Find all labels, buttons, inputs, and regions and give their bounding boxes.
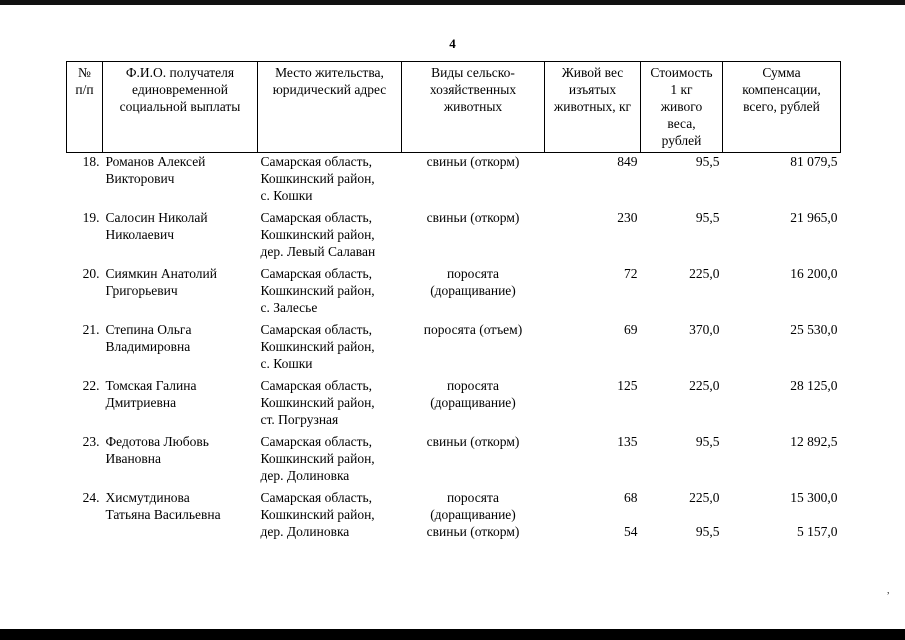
live-weight-line: 54 [624, 524, 638, 539]
live-weight [545, 265, 641, 321]
recipient-name-line: Татьяна Васильевна [105, 507, 221, 522]
recipient-name-line: Владимировна [105, 339, 191, 354]
compensation-sum-line: 12 892,5 [790, 434, 838, 449]
recipient-address [258, 433, 402, 489]
scan-top-border [0, 0, 905, 5]
recipient-address [258, 153, 402, 210]
live-weight [545, 433, 641, 489]
header-number [67, 62, 103, 153]
live-weight-line: 68 [624, 490, 638, 505]
compensation-sum [723, 265, 841, 321]
table-header-row [67, 62, 841, 153]
header-line: Сумма [762, 65, 801, 80]
recipient-address [258, 489, 402, 543]
live-weight-line: 230 [617, 210, 638, 225]
compensation-table [66, 61, 841, 543]
recipient-address-line: Самарская область, [260, 378, 373, 393]
compensation-sum [723, 321, 841, 377]
header-line: Стоимость [650, 65, 713, 80]
recipient-name-line: Салосин Николай [105, 210, 208, 225]
recipient-address-line: Кошкинский район, [260, 227, 375, 242]
recipient-address-line: Самарская область, [260, 210, 373, 225]
page-number: 4 [449, 36, 456, 51]
animal-type-line: свиньи (откорм) [426, 210, 520, 225]
cost-per-kg [641, 153, 723, 210]
cost-per-kg [641, 321, 723, 377]
recipient-address-line: Кошкинский район, [260, 283, 375, 298]
recipient-address-line: Самарская область, [260, 266, 373, 281]
live-weight [545, 377, 641, 433]
live-weight [545, 489, 641, 543]
animal-type-line: (доращивание) [430, 395, 516, 410]
compensation-sum-line: 16 200,0 [790, 266, 838, 281]
header-line: юридический адрес [272, 82, 387, 97]
animal-type-line: поросята [446, 378, 500, 393]
compensation-sum-line: 28 125,0 [790, 378, 838, 393]
animal-type-line: поросята (отъем) [423, 322, 523, 337]
scan-bottom-border [0, 629, 905, 640]
recipient-address-line: Кошкинский район, [260, 395, 375, 410]
recipient-address-line: Кошкинский район, [260, 339, 375, 354]
recipient-address [258, 265, 402, 321]
recipient-name-line: Хисмутдинова [105, 490, 190, 505]
table-row [67, 209, 841, 265]
recipient-address-line: с. Кошки [260, 188, 313, 203]
compensation-sum-line: 5 157,0 [797, 524, 838, 539]
recipient-name-line: Томская Галина [105, 378, 197, 393]
animal-type [402, 489, 545, 543]
animal-type [402, 153, 545, 210]
recipient-address-line: Самарская область, [260, 322, 373, 337]
cost-per-kg-line: 95,5 [695, 210, 720, 225]
header-recipient-name [103, 62, 258, 153]
header-line: животных, кг [553, 99, 632, 114]
cost-per-kg-line: 225,0 [689, 266, 720, 281]
compensation-sum-line: 15 300,0 [790, 490, 838, 505]
header-line: 1 кг [670, 82, 693, 97]
recipient-address-line: дер. Долиновка [260, 468, 350, 483]
compensation-sum [723, 433, 841, 489]
cost-per-kg-line [644, 506, 720, 523]
live-weight [545, 209, 641, 265]
header-line: Ф.И.О. получателя [125, 65, 235, 80]
header-line: изъятых [568, 82, 617, 97]
row-number: 23. [82, 434, 100, 449]
row-number: 20. [82, 266, 100, 281]
row-number: 22. [82, 378, 100, 393]
animal-type-line: поросята [446, 490, 500, 505]
recipient-address-line: дер. Левый Салаван [260, 244, 376, 259]
row-number: 21. [82, 322, 100, 337]
cost-per-kg [641, 433, 723, 489]
live-weight-line [548, 506, 638, 523]
cost-per-kg-line: 95,5 [695, 524, 720, 539]
cost-per-kg [641, 377, 723, 433]
recipient-name [103, 209, 258, 265]
scan-mark: , [887, 585, 890, 596]
recipient-address [258, 377, 402, 433]
recipient-name-line: Федотова Любовь [105, 434, 209, 449]
compensation-sum-line: 21 965,0 [790, 210, 838, 225]
compensation-sum-line: 25 530,0 [790, 322, 838, 337]
header-animal-types [402, 62, 545, 153]
cost-per-kg-line: 95,5 [695, 434, 720, 449]
recipient-address-line: ст. Погрузная [260, 412, 339, 427]
animal-type [402, 265, 545, 321]
animal-type-line: поросята [446, 266, 500, 281]
recipient-name-line: Николаевич [105, 227, 175, 242]
live-weight-line: 849 [617, 154, 638, 169]
recipient-name-line: Степина Ольга [105, 322, 192, 337]
compensation-sum [723, 489, 841, 543]
recipient-address-line: Самарская область, [260, 154, 373, 169]
recipient-name-line: Ивановна [105, 451, 162, 466]
header-line: Место жительства, [275, 65, 384, 80]
table-row [67, 153, 841, 210]
live-weight-line: 72 [624, 266, 638, 281]
cost-per-kg [641, 489, 723, 543]
recipient-name-line: Сиямкин Анатолий [105, 266, 217, 281]
header-cost-per-kg [641, 62, 723, 153]
animal-type [402, 433, 545, 489]
recipient-name-line: Григорьевич [105, 283, 178, 298]
table-row [67, 433, 841, 489]
recipient-name-line: Викторович [105, 171, 175, 186]
live-weight-line: 135 [617, 434, 638, 449]
table-row [67, 489, 841, 543]
animal-type-line: (доращивание) [430, 283, 516, 298]
row-number: 19. [82, 210, 100, 225]
compensation-sum [723, 377, 841, 433]
animal-type [402, 209, 545, 265]
animal-type-line: свиньи (откорм) [426, 434, 520, 449]
recipient-name [103, 321, 258, 377]
recipient-address [258, 209, 402, 265]
header-line: Виды сельско- [431, 65, 515, 80]
cost-per-kg-line: 225,0 [689, 378, 720, 393]
header-live-weight [545, 62, 641, 153]
recipient-name [103, 265, 258, 321]
live-weight [545, 153, 641, 210]
header-line: веса, [667, 116, 696, 131]
header-line: Живой вес [561, 65, 624, 80]
cost-per-kg-line: 95,5 [695, 154, 720, 169]
header-line: рублей [661, 133, 702, 148]
recipient-name [103, 433, 258, 489]
live-weight [545, 321, 641, 377]
compensation-sum-line [726, 506, 838, 523]
live-weight-line: 69 [624, 322, 638, 337]
table-row [67, 265, 841, 321]
recipient-name [103, 153, 258, 210]
cost-per-kg [641, 265, 723, 321]
cost-per-kg-line: 225,0 [689, 490, 720, 505]
header-line: всего, рублей [743, 99, 820, 114]
recipient-address-line: с. Залесье [260, 300, 318, 315]
header-line: живого [660, 99, 703, 114]
header-line: социальной выплаты [119, 99, 241, 114]
row-number: 24. [82, 490, 100, 505]
recipient-address-line: дер. Долиновка [260, 524, 350, 539]
compensation-sum [723, 209, 841, 265]
header-address [258, 62, 402, 153]
recipient-address-line: Самарская область, [260, 434, 373, 449]
cost-per-kg [641, 209, 723, 265]
header-line: животных [443, 99, 503, 114]
animal-type-line: свиньи (откорм) [426, 524, 520, 539]
header-line: № [78, 65, 91, 80]
recipient-address-line: Кошкинский район, [260, 507, 375, 522]
compensation-sum-line: 81 079,5 [790, 154, 838, 169]
live-weight-line: 125 [617, 378, 638, 393]
compensation-sum [723, 153, 841, 210]
animal-type [402, 321, 545, 377]
recipient-address [258, 321, 402, 377]
table-row [67, 321, 841, 377]
cost-per-kg-line: 370,0 [689, 322, 720, 337]
recipient-name [103, 377, 258, 433]
animal-type-line: (доращивание) [430, 507, 516, 522]
recipient-name [103, 489, 258, 543]
recipient-address-line: Кошкинский район, [260, 171, 375, 186]
recipient-address-line: с. Кошки [260, 356, 313, 371]
header-line: компенсации, [742, 82, 821, 97]
recipient-name-line: Романов Алексей [105, 154, 206, 169]
header-compensation-sum [723, 62, 841, 153]
recipient-address-line: Кошкинский район, [260, 451, 375, 466]
header-line: единовременной [132, 82, 228, 97]
header-line: п/п [75, 82, 94, 97]
table-body [67, 153, 841, 544]
row-number: 18. [82, 154, 100, 169]
recipient-address-line: Самарская область, [260, 490, 373, 505]
animal-type-line: свиньи (откорм) [426, 154, 520, 169]
animal-type [402, 377, 545, 433]
header-line: хозяйственных [429, 82, 517, 97]
table-row [67, 377, 841, 433]
recipient-name-line: Дмитриевна [105, 395, 177, 410]
